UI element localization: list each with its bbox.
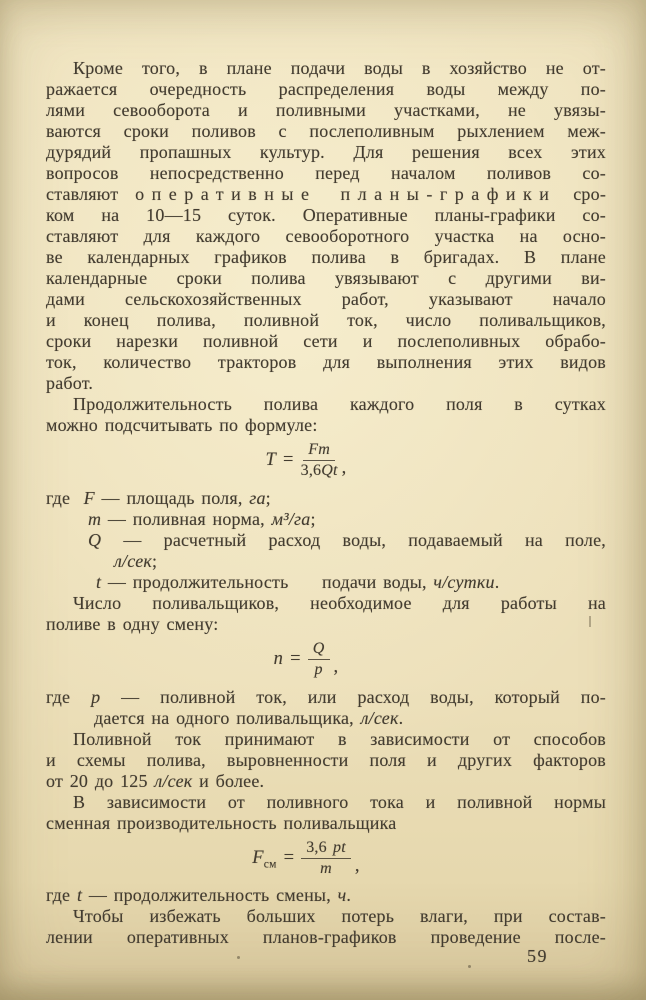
text-segment: л/сек: [154, 770, 193, 791]
text-segment: га: [249, 487, 266, 508]
text-segment: p: [314, 661, 323, 679]
text-line: [46, 142, 606, 163]
text-line: [46, 729, 606, 750]
text-line: [46, 289, 606, 310]
text-segment: Число поливальщиков, необходимое для работы на: [73, 592, 606, 613]
page-text: [46, 58, 606, 948]
text-line: [46, 205, 606, 226]
text-segment: вопросов непосредственно перед началом поливов со-: [46, 163, 606, 183]
text-segment: ;: [265, 487, 271, 508]
text-segment: t: [76, 885, 83, 906]
text-line: [46, 572, 606, 593]
equals-sign: =: [283, 450, 294, 471]
text-line: [46, 226, 606, 247]
text-segment: 3,6: [300, 462, 322, 480]
formula-tail: ,: [354, 855, 360, 876]
text-line: [46, 247, 606, 268]
text-segment: см: [263, 858, 277, 871]
text-segment: — продолжительность смены,: [82, 885, 338, 906]
scan-speck: [468, 965, 471, 968]
text-segment: .: [494, 571, 500, 592]
text-segment: ставляют для каждого севооборотного участка на осно-: [46, 226, 606, 246]
text-segment: — поливной ток, или расход воды, который по-: [100, 686, 607, 707]
text-line: [46, 771, 606, 792]
text-segment: t: [96, 571, 102, 592]
text-segment: F: [252, 847, 264, 868]
text-segment: дурядий пропашных культур. Для решения всех этих: [46, 142, 606, 162]
text-line: [46, 100, 606, 121]
text-segment: В зависимости от поливного тока и поливной нормы: [73, 791, 606, 812]
text-segment: где: [46, 686, 92, 707]
text-line: [46, 530, 606, 551]
text-segment: ваются сроки поливов с послеполивным рыхлением меж-: [46, 121, 606, 141]
formula: [46, 640, 566, 680]
formula: [46, 441, 566, 481]
fraction-numerator: [308, 640, 330, 660]
text-segment: Поливной ток принимают в зависимости от способов: [73, 728, 606, 749]
scan-speck: [237, 956, 240, 959]
text-segment: T: [265, 450, 276, 471]
text-segment: поливе в одну смену:: [46, 613, 219, 634]
text-segment: и конец полива, поливной ток, число поливальщиков,: [46, 310, 606, 330]
text-segment: ч: [337, 885, 347, 906]
text-line: [46, 79, 606, 100]
equals-sign: =: [290, 649, 301, 670]
text-segment: Кроме того, в плане подачи воды в хозяйство не от-: [73, 58, 606, 78]
text-line: [46, 792, 606, 813]
text-segment: Q: [88, 529, 102, 550]
formula-tail: ,: [341, 458, 347, 479]
text-segment: от 20 до 125: [46, 770, 155, 791]
text-line: [46, 708, 606, 729]
formula: [46, 839, 566, 879]
text-segment: дается на одного поливальщика,: [94, 707, 361, 728]
text-line: [46, 373, 606, 394]
text-segment: Q: [312, 639, 325, 657]
text-segment: .: [346, 885, 352, 906]
text-segment: Qt: [321, 462, 338, 480]
text-segment: Чтобы избежать больших потерь влаги, при состав-: [73, 906, 606, 927]
text-segment: дами сельскохозяйственных работ, указывают начало: [46, 289, 606, 309]
text-segment: .: [398, 707, 404, 728]
text-segment: где: [46, 487, 84, 508]
text-line: [46, 687, 606, 708]
fraction-numerator: [301, 839, 351, 859]
text-segment: оперативные планы-графики: [135, 184, 557, 204]
text-segment: ставляют: [46, 184, 136, 204]
text-segment: ;: [152, 550, 158, 571]
text-segment: ком на 10—15 суток. Оперативные планы-графики со-: [46, 205, 606, 225]
formula-lhs: [252, 848, 276, 869]
text-line: [46, 813, 606, 834]
text-line: [46, 488, 606, 509]
text-segment: pt: [333, 838, 346, 856]
text-segment: Fm: [308, 441, 331, 458]
text-segment: m: [88, 508, 102, 529]
text-line: [46, 750, 606, 771]
text-segment: сро-: [556, 184, 607, 204]
formula-lhs: [274, 649, 283, 670]
equals-sign: =: [283, 847, 295, 868]
fraction: [308, 640, 330, 680]
text-segment: календарные сроки полива увязывают с другими ви-: [46, 268, 606, 288]
text-line: [46, 310, 606, 331]
text-line: [46, 394, 606, 415]
text-line: [46, 885, 606, 906]
text-line: [46, 163, 606, 184]
text-segment: ток, количество тракторов для выполнения этих видов: [46, 352, 606, 372]
text-segment: p: [91, 686, 101, 707]
text-segment: — площадь поля,: [94, 487, 250, 508]
text-segment: лями севооборота и поливными участками, не увязы-: [46, 100, 606, 120]
text-segment: — продолжительность подачи воды,: [101, 571, 434, 592]
text-line: [46, 415, 606, 436]
text-segment: л/сек: [360, 707, 399, 728]
text-segment: работ.: [46, 373, 94, 393]
text-line: [46, 121, 606, 142]
fraction-numerator: [303, 441, 335, 461]
text-line: [46, 614, 606, 635]
text-line: [46, 593, 606, 614]
text-segment: и более.: [192, 770, 265, 791]
text-line: [46, 352, 606, 373]
fraction-denominator: [320, 859, 332, 878]
text-segment: ве календарных графиков полива в бригадах. В плане: [46, 247, 606, 267]
fraction: [301, 441, 338, 481]
fraction-denominator: [315, 660, 323, 679]
text-segment: можно подсчитывать по формуле:: [46, 415, 318, 435]
text-segment: ч/сутки: [433, 571, 495, 592]
text-segment: лении оперативных планов-графиков проведение после-: [46, 927, 606, 948]
text-segment: F: [83, 487, 95, 508]
text-segment: л/сек: [114, 550, 153, 571]
text-segment: — расчетный расход воды, подаваемый на поле,: [101, 529, 606, 550]
text-line: [46, 268, 606, 289]
formula-lhs: [266, 450, 277, 471]
text-line: [46, 509, 606, 530]
text-segment: n: [273, 649, 284, 670]
text-segment: Продолжительность полива каждого поля в сутках: [73, 394, 606, 414]
text-segment: ражается очередность распределения воды между по-: [46, 79, 606, 99]
text-segment: и схемы полива, выровненности поля и других факторов: [46, 749, 606, 770]
text-line: [46, 184, 606, 205]
text-segment: — поливная норма,: [101, 508, 272, 529]
text-segment: ;: [310, 508, 316, 529]
fraction: [301, 839, 351, 879]
text-line: [46, 927, 606, 948]
text-segment: m: [320, 859, 332, 877]
text-line: [46, 906, 606, 927]
formula-tail: ,: [333, 657, 339, 678]
text-line: [46, 331, 606, 352]
fraction-denominator: [301, 461, 338, 480]
text-line: [46, 551, 606, 572]
text-segment: м³/га: [271, 508, 311, 529]
text-segment: сроки нарезки поливной сети и послеполивных обрабо-: [46, 331, 606, 351]
text-segment: где: [46, 885, 77, 906]
page-number: 59: [527, 946, 548, 966]
text-segment: сменная производительность поливальщика: [46, 812, 397, 833]
text-line: [46, 58, 606, 79]
text-segment: 3,6: [306, 838, 334, 856]
scan-mark: [589, 616, 591, 627]
